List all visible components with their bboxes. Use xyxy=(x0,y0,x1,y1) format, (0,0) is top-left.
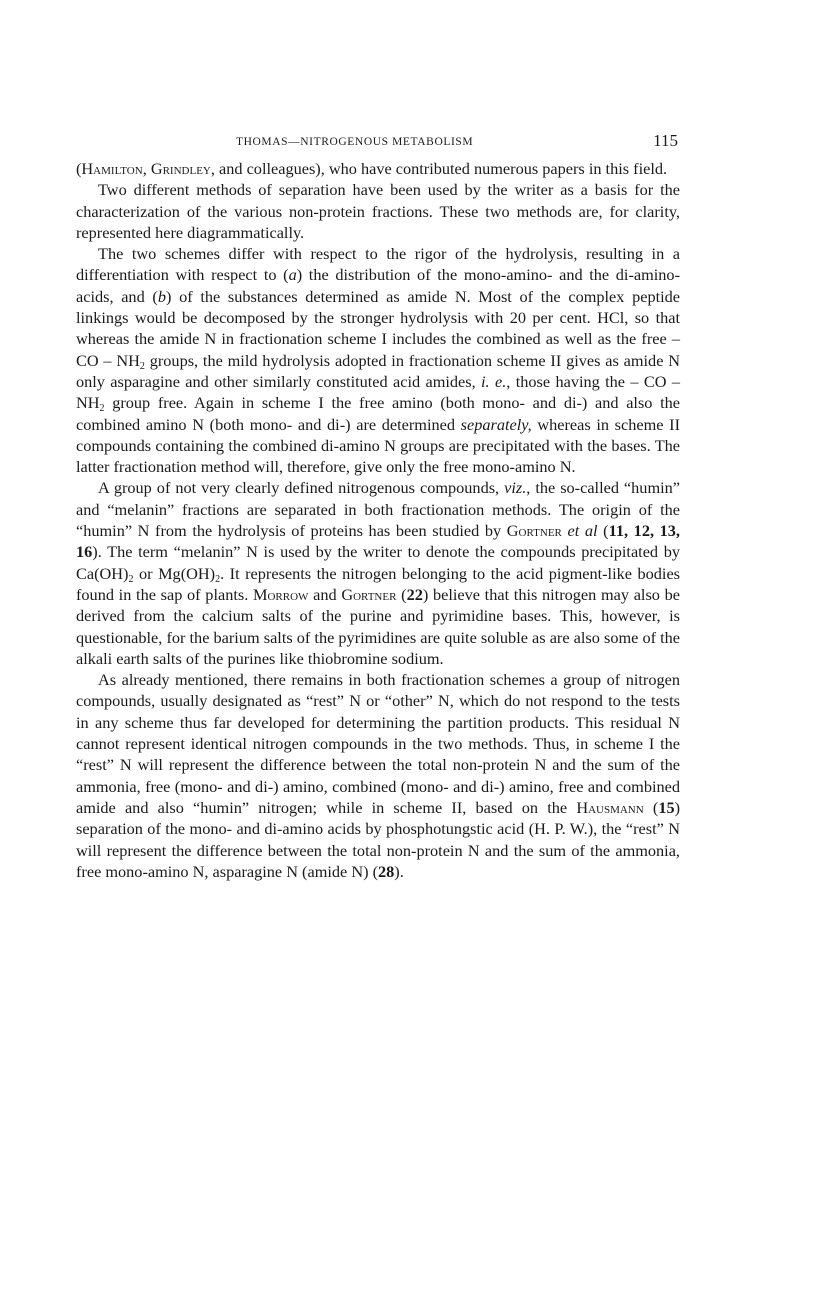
text-run: ) believe that this nitrogen may also be derived from the calcium salts of the purine and pyrimidine bases. This, however, is questionable, for the barium salts of the pyrimidines are quite soluble as are also some of the alkali earth salts of the purines like thiobromine sodium. xyxy=(76,584,681,668)
page-number: 115 xyxy=(653,131,678,150)
text-run: , and colleagues), who have contributed numerous papers in this field. xyxy=(210,159,668,178)
body-text xyxy=(76,158,680,882)
text-run: 2 xyxy=(128,573,134,585)
paragraph xyxy=(76,669,680,882)
text-run: As already mentioned, there remains in both fractionation schemes a group of nitrogen compounds, usually designated as “rest” N or “other” N, which do not respond to the tests in any scheme thus far developed for determining the partition products. This residual N cannot represent identical nitrogen compounds in the two methods. Thus, in scheme I the “rest” N will represent the difference between the total non-protein N and the sum of the ammonia, free (mono- and di-) amino, combined (mono- and di-) amino, free and combined amide and also “humin” nitrogen; while in scheme II, based on the xyxy=(76,670,680,817)
text-run: The two schemes differ with respect to the rigor of the hydrolysis, resulting in a differentiation with respect to ( xyxy=(76,244,680,285)
paragraph xyxy=(76,158,680,179)
text-run: a xyxy=(288,265,297,285)
text-run: or Mg(OH) xyxy=(133,563,216,583)
text-run: . It represents the nitrogen belonging to the acid pigment-like bodies found in the sap of plants. xyxy=(76,563,681,604)
text-run: ) separation of the mono- and di-amino acids by phosphotungstic acid (H. P. W.), the “rest” N will represent the difference between the total non-protein N and the sum of the ammonia, free mono-amino N, asparagine N (amide N) ( xyxy=(76,797,681,881)
author-name: Hamilton xyxy=(81,159,143,178)
citation-number: 15 xyxy=(658,797,675,817)
running-head: THOMAS—NITROGENOUS METABOLISM xyxy=(236,136,474,148)
paragraph xyxy=(76,243,680,477)
text-run: ). The term “melanin” N is used by the writer to denote the compounds precipitated by Ca(OH) xyxy=(76,542,680,583)
text-run: separately, xyxy=(460,414,532,434)
text-run: Two different methods of separation have been used by the writer as a basis for the characterization of the various non-protein fractions. These two methods are, for clarity, represented here diagrammatically. xyxy=(76,180,680,242)
text-run: ( xyxy=(76,159,82,178)
author-name: Gortner xyxy=(341,584,397,604)
text-run: ( xyxy=(597,521,609,541)
author-name: Gortner xyxy=(506,521,562,541)
text-run: i. e. xyxy=(481,371,507,391)
text-run: groups, the mild hydrolysis adopted in fractionation scheme II gives as amide N only asparagine and other similarly constituted acid amides, xyxy=(76,350,680,391)
citation-number: 28 xyxy=(378,861,395,881)
text-run: b xyxy=(157,286,166,306)
paragraph xyxy=(76,477,680,669)
paragraph xyxy=(76,179,680,243)
author-name: Hausmann xyxy=(576,797,644,817)
text-run: 2 xyxy=(215,573,221,585)
text-run: A group of not very clearly defined nitrogenous compounds, xyxy=(98,478,505,498)
text-run: , the so-called “humin” and “melanin” fractions are separated in both fractionation methods. The origin of the “humin” N from the hydrolysis of proteins has been studied by xyxy=(76,478,680,541)
text-run: 2 xyxy=(139,360,145,372)
author-name: Grindley xyxy=(150,159,211,178)
text-run: 2 xyxy=(99,403,105,415)
text-run: ). xyxy=(394,861,404,881)
text-run: , those having the – CO – NH xyxy=(76,371,680,413)
text-run: ) of the substances determined as amide N. Most of the complex peptide linkings would be decomposed by the stronger hydrolysis with 20 per cent. HCl, so that whereas the amide N in fractionation scheme I includes the combined as well as the free – CO – NH xyxy=(76,286,681,370)
text-run: ( xyxy=(643,797,659,817)
text-run: et al xyxy=(567,521,598,541)
document-page xyxy=(76,128,680,882)
text-run: whereas in scheme II compounds containing the combined di-amino N groups are precipitated with the bases. The latter fractionation method will, therefore, give only the free mono-amino N. xyxy=(76,414,680,477)
author-name: Morrow xyxy=(252,584,309,604)
text-run: , xyxy=(142,159,151,178)
text-run: viz. xyxy=(504,478,527,498)
citation-number: 22 xyxy=(406,584,423,604)
text-run: ( xyxy=(396,584,407,604)
text-run: group free. Again in scheme I the free amino (both mono- and di-) and also the combined amino N (both mono- and di-) are determined xyxy=(76,393,680,434)
page-header xyxy=(76,128,680,158)
citation-number: 11, 12, 13, 16 xyxy=(76,521,681,562)
text-run: and xyxy=(308,584,342,604)
text-run: ) the distribution of the mono-amino- and the di-amino-acids, and ( xyxy=(76,265,680,306)
